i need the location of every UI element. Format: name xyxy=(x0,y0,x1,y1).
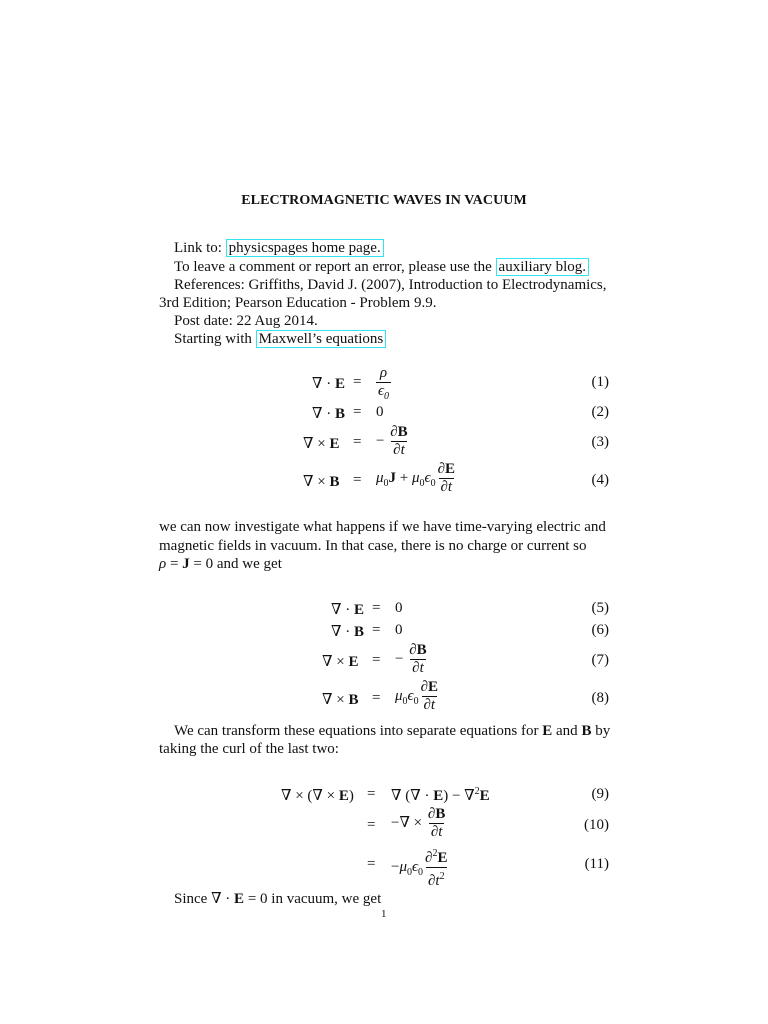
post-date: Post date: 22 Aug 2014. xyxy=(174,313,318,329)
eq7-equals: = xyxy=(372,652,381,668)
eq-number-9: (9) xyxy=(591,786,609,802)
eq11-equals: = xyxy=(367,856,376,872)
para2-and: and xyxy=(552,723,582,739)
page-title: ELECTROMAGNETIC WAVES IN VACUUM xyxy=(241,193,527,208)
eq-number-1: (1) xyxy=(591,374,609,390)
eq8-lhs: ∇ × B xyxy=(322,692,359,708)
eq4-equals: = xyxy=(353,472,362,488)
page-number: 1 xyxy=(381,908,387,920)
eq-number-8: (8) xyxy=(591,690,609,706)
since-line: Since ∇ · E = 0 in vacuum, we get xyxy=(174,891,382,907)
eq6-rhs: 0 xyxy=(395,622,403,638)
para1-line3-suffix: and we get xyxy=(213,556,282,572)
references-line-2: 3rd Edition; Pearson Education - Problem 9.9. xyxy=(159,295,437,311)
eq5-rhs: 0 xyxy=(395,600,403,616)
eq9-rhs: ∇ (∇ · E) − ∇$^2$E xyxy=(391,786,490,804)
starting-line xyxy=(174,330,386,349)
para2-line2: taking the curl of the last two: xyxy=(159,741,339,757)
eq10-equals: = xyxy=(367,817,376,833)
link-prefix: Link to: xyxy=(174,240,226,256)
eq6-equals: = xyxy=(372,622,381,638)
para2-text-a: We can transform these equations into separate equations for xyxy=(174,723,543,739)
eq9-equals: = xyxy=(367,786,376,802)
starting-prefix: Starting with xyxy=(174,331,256,347)
eq-number-3: (3) xyxy=(591,434,609,450)
eq1-equals: = xyxy=(353,374,362,390)
auxiliary-blog-link[interactable]: auxiliary blog. xyxy=(496,258,589,276)
eq5-equals: = xyxy=(372,600,381,616)
eq10-rhs: −∇ × $\frac{\partial B}{\partial t}$ xyxy=(391,806,446,840)
home-page-link[interactable]: physicspages home page. xyxy=(226,239,384,257)
para2-B: B xyxy=(581,723,592,739)
eq11-rhs: $-\mu_0\epsilon_0$ $\frac{\partial^2E}{\partial t^2}$ xyxy=(391,848,448,889)
comment-line xyxy=(174,258,589,277)
comment-prefix: To leave a comment or report an error, please use the xyxy=(174,259,496,275)
eq2-rhs: 0 xyxy=(376,404,384,420)
eq8-equals: = xyxy=(372,690,381,706)
eq-number-2: (2) xyxy=(591,404,609,420)
eq-number-4: (4) xyxy=(591,472,609,488)
eq-number-10: (10) xyxy=(584,817,609,833)
para1-line1: we can now investigate what happens if we have time-varying electric and xyxy=(159,519,606,535)
eq-number-6: (6) xyxy=(591,622,609,638)
eq3-equals: = xyxy=(353,434,362,450)
eq4-lhs: ∇ × B xyxy=(303,474,340,490)
para1-line2: magnetic fields in vacuum. In that case, there is no charge or current so xyxy=(159,538,587,554)
eq6-lhs: ∇ · B xyxy=(331,624,364,640)
eq7-lhs: ∇ × E xyxy=(322,654,359,670)
eq2-lhs: ∇ · B xyxy=(312,406,345,422)
para1-line3: ρ = J = 0 and we get xyxy=(159,556,282,572)
eq8-rhs: $\mu_0\epsilon_0$ $\frac{\partial E}{\partial t}$ xyxy=(395,679,439,713)
eq1-lhs: ∇ · E xyxy=(312,376,345,392)
eq-number-5: (5) xyxy=(591,600,609,616)
maxwell-equations-link[interactable]: Maxwell’s equations xyxy=(256,330,387,348)
since-suffix: in vacuum, we get xyxy=(267,891,382,907)
eq-number-11: (11) xyxy=(584,856,609,872)
eq3-rhs: − $\frac{\partial B}{\partial t}$ xyxy=(376,424,408,458)
since-prefix: Since xyxy=(174,891,212,907)
eq-number-7: (7) xyxy=(591,652,609,668)
eq4-rhs: $\mu_0J + \mu_0\epsilon_0$ $\frac{\partial E}{\partial t}$ xyxy=(376,461,456,495)
eq5-lhs: ∇ · E xyxy=(331,602,364,618)
para2-line1 xyxy=(174,722,610,741)
eq7-rhs: − $\frac{\partial B}{\partial t}$ xyxy=(395,642,427,676)
eq9-lhs: ∇ × (∇ × E) xyxy=(281,788,354,804)
eq2-equals: = xyxy=(353,404,362,420)
references-line-1: References: Griffiths, David J. (2007), Introduction to Electrodynamics, xyxy=(174,277,607,293)
eq3-lhs: ∇ × E xyxy=(303,436,340,452)
para2-E: E xyxy=(542,723,553,739)
para2-by: by xyxy=(591,723,611,739)
eq1-rhs: $\frac{\rho}{\epsilon_0}$ xyxy=(376,365,391,405)
home-link-line xyxy=(174,239,384,258)
